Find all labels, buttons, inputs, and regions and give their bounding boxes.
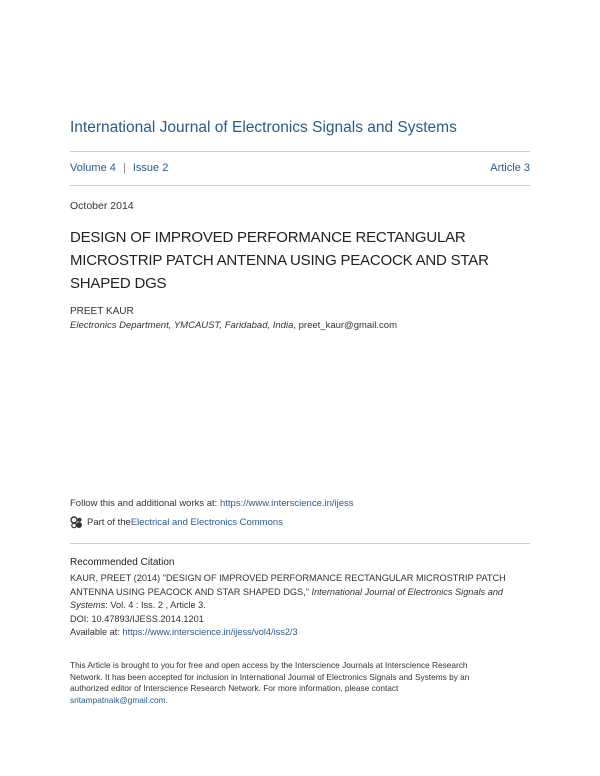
citation-doi: DOI: 10.47893/IJESS.2014.1201 (70, 613, 204, 624)
title-line: DESIGN OF IMPROVED PERFORMANCE RECTANGULAR (70, 229, 466, 246)
notice-line: This Article is brought to you for free and open access by the Interscience Journals at Interscience Research (70, 660, 468, 670)
article-link[interactable]: Article 3 (490, 162, 530, 174)
follow-line (70, 498, 354, 509)
citation-line (70, 599, 530, 613)
network-icon (70, 516, 83, 529)
author-email: , preet_kaur@gmail.com (293, 320, 397, 331)
author-affiliation (70, 320, 397, 331)
citation-line: KAUR, PREET (2014) "DESIGN OF IMPROVED PERFORMANCE RECTANGULAR MICROSTRIP PATCH (70, 573, 506, 583)
part-of-line (70, 516, 283, 529)
divider-issue (70, 185, 530, 186)
citation-journal-cont: Systems (70, 600, 106, 610)
notice-line (70, 695, 530, 707)
part-of-text: Part of the (87, 517, 131, 528)
journal-title-link[interactable]: International Journal of Electronics Signals and Systems (70, 119, 457, 136)
issue-separator: | (122, 162, 126, 174)
follow-link[interactable]: https://www.interscience.in/ijess (219, 498, 354, 509)
contact-email-link[interactable]: sritampatnaik@gmail.com (70, 694, 166, 705)
volume-link[interactable]: Volume 4 (70, 162, 116, 174)
publication-date: October 2014 (70, 200, 134, 212)
available-label: Available at: (70, 627, 123, 637)
notice-line: Network. It has been accepted for inclusion in International Journal of Electronics Signals and Systems by an (70, 671, 470, 682)
citation-volume: : Vol. 4 : Iss. 2 , Article 3. (105, 600, 206, 610)
notice-period: . (165, 694, 168, 705)
title-line: SHAPED DGS (70, 275, 167, 292)
article-title (70, 226, 510, 295)
author-name: PREET KAUR (70, 306, 134, 317)
citation-line (70, 586, 530, 600)
follow-text: Follow this and additional works at: (70, 498, 220, 509)
issue-line (70, 162, 530, 174)
issue-link[interactable]: Issue 2 (132, 162, 169, 174)
citation-text: ANTENNA USING PEACOCK AND STAR SHAPED DGS," (70, 586, 312, 597)
affiliation-text: Electronics Department, YMCAUST, Faridabad, India (70, 320, 294, 331)
title-line: MICROSTRIP PATCH ANTENNA USING PEACOCK AND STAR (70, 252, 489, 269)
citation-heading: Recommended Citation (70, 557, 175, 568)
divider-citation (70, 543, 530, 544)
citation-journal: International Journal of Electronics Signals and (311, 586, 504, 597)
commons-link[interactable]: Electrical and Electronics Commons (130, 517, 283, 528)
notice-line: authorized editor of Interscience Research Network. For more information, please contact (70, 683, 399, 693)
journal-title[interactable] (70, 119, 457, 137)
citation-block (70, 572, 530, 640)
citation-available (70, 626, 530, 640)
available-link[interactable]: https://www.interscience.in/ijess/vol4/iss2/3 (122, 627, 298, 637)
access-notice (70, 660, 530, 706)
divider-top (70, 151, 530, 152)
